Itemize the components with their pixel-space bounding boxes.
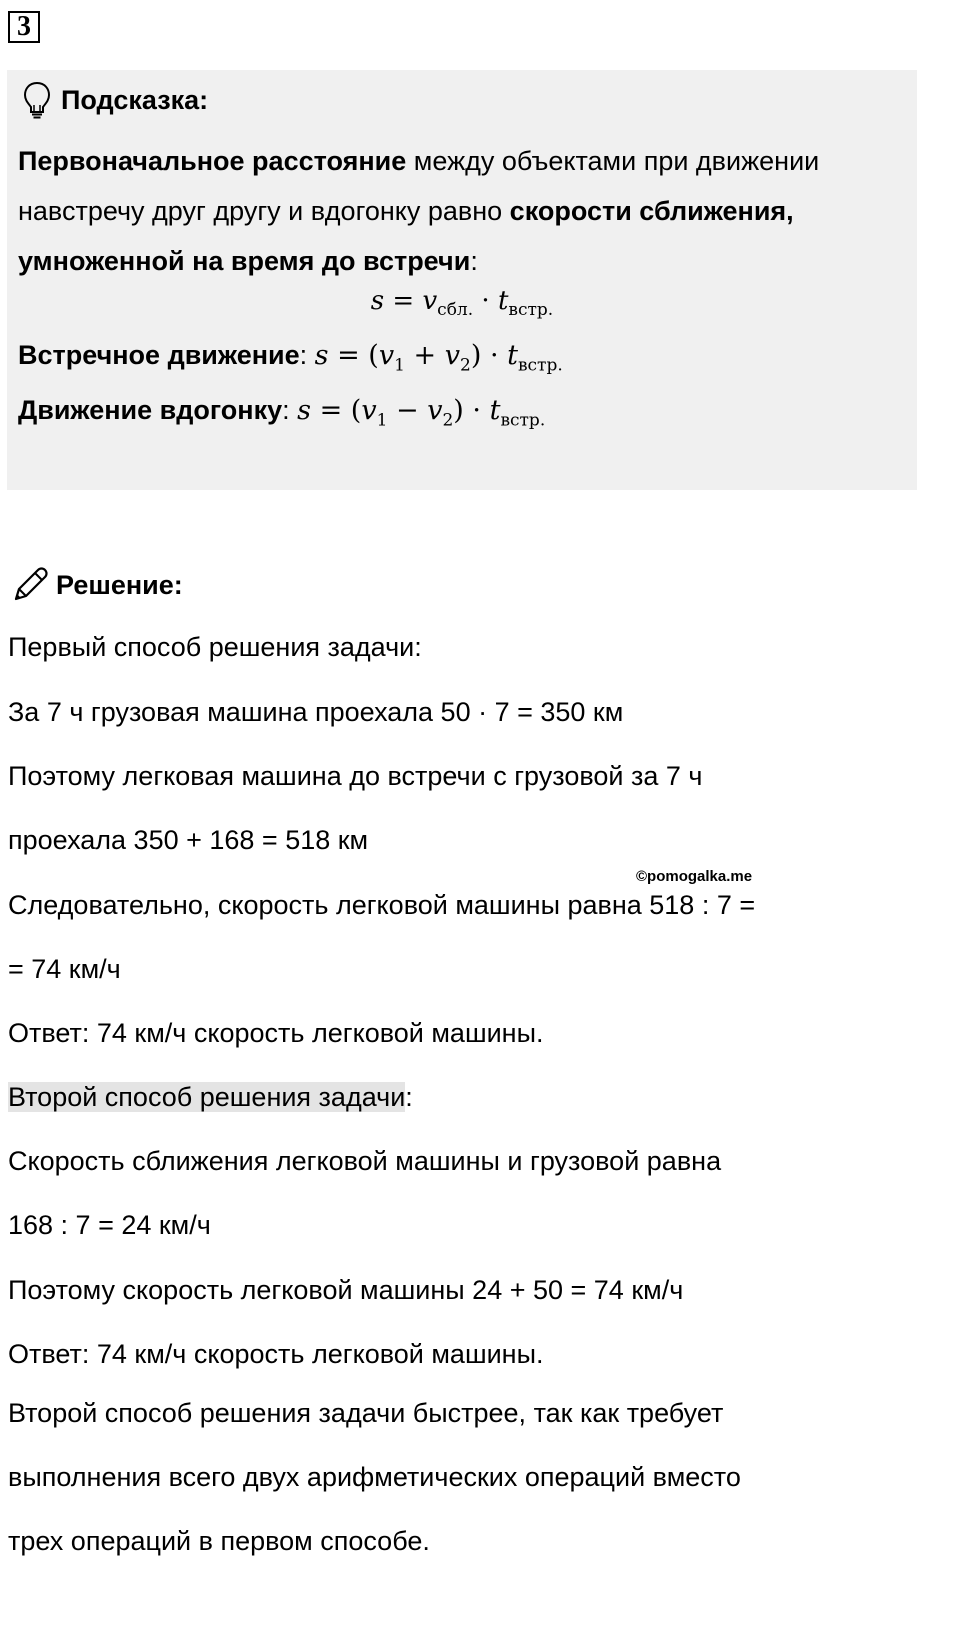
hint-paragraph (18, 136, 913, 286)
solution-line: Поэтому скорость легковой машины 24 + 50 = 74 км/ч (8, 1275, 684, 1305)
pencil-icon (10, 565, 50, 605)
watermark: ©pomogalka.me (636, 868, 753, 885)
formula-oncoming-label: Встречное движение (18, 340, 300, 370)
solution-line: 168 : 7 = 24 км/ч (8, 1210, 211, 1240)
highlighted-colon: : (405, 1082, 413, 1112)
solution-line: Ответ: 74 км/ч скорость легковой машины. (8, 1339, 544, 1369)
formula-main: $s = v_{сбл.} \cdot t_{встр.}$ (370, 286, 554, 321)
hint-bold-term: Первоначальное расстояние (18, 146, 407, 176)
solution-line: Ответ: 74 км/ч скорость легковой машины. (8, 1018, 544, 1048)
solution-line: трех операций в первом способе. (8, 1526, 430, 1556)
solution-header (10, 565, 183, 605)
solution-line: выполнения всего двух арифметических операций вместо (8, 1462, 741, 1492)
formula-oncoming: Встречное движение: $s = (v_1 + v_2) \cdot t_{встр.}$ (18, 340, 563, 376)
solution-line: Поэтому легковая машина до встречи с грузовой за 7 ч (8, 761, 703, 791)
formula-pursuit-label: Движение вдогонку (18, 395, 283, 425)
solution-line: Скорость сближения легковой машины и грузовой равна (8, 1146, 722, 1176)
task-number: 3 (8, 11, 40, 43)
hint-text-part: между объектами при движении навстречу друг другу и вдогонку равно (18, 146, 820, 226)
formula-pursuit: Движение вдогонку: $s = (v_1 - v_2) \cdot t_{встр.}$ (18, 395, 546, 431)
hint-text-end: : (470, 246, 478, 276)
hint-title: Подсказка: (61, 84, 209, 115)
solution-line: За 7 ч грузовая машина проехала 50 · 7 = 350 км (8, 697, 624, 727)
hint-box (7, 70, 917, 490)
highlighted-text: Второй способ решения задачи (8, 1082, 406, 1112)
hint-header (23, 80, 208, 120)
solution-line-highlighted (8, 1082, 413, 1113)
solution-line: Следовательно, скорость легковой машины равна 518 : 7 = (8, 890, 756, 920)
solution-title: Решение: (56, 569, 183, 600)
lightbulb-icon (23, 81, 51, 119)
solution-line: Первый способ решения задачи: (8, 632, 422, 662)
solution-line: Второй способ решения задачи быстрее, так как требует (8, 1398, 724, 1428)
hint-bold-rule: скорости сближения, умноженной на время до встречи (18, 196, 794, 276)
solution-line: = 74 км/ч (8, 954, 121, 984)
solution-line: проехала 350 + 168 = 518 км (8, 825, 369, 855)
